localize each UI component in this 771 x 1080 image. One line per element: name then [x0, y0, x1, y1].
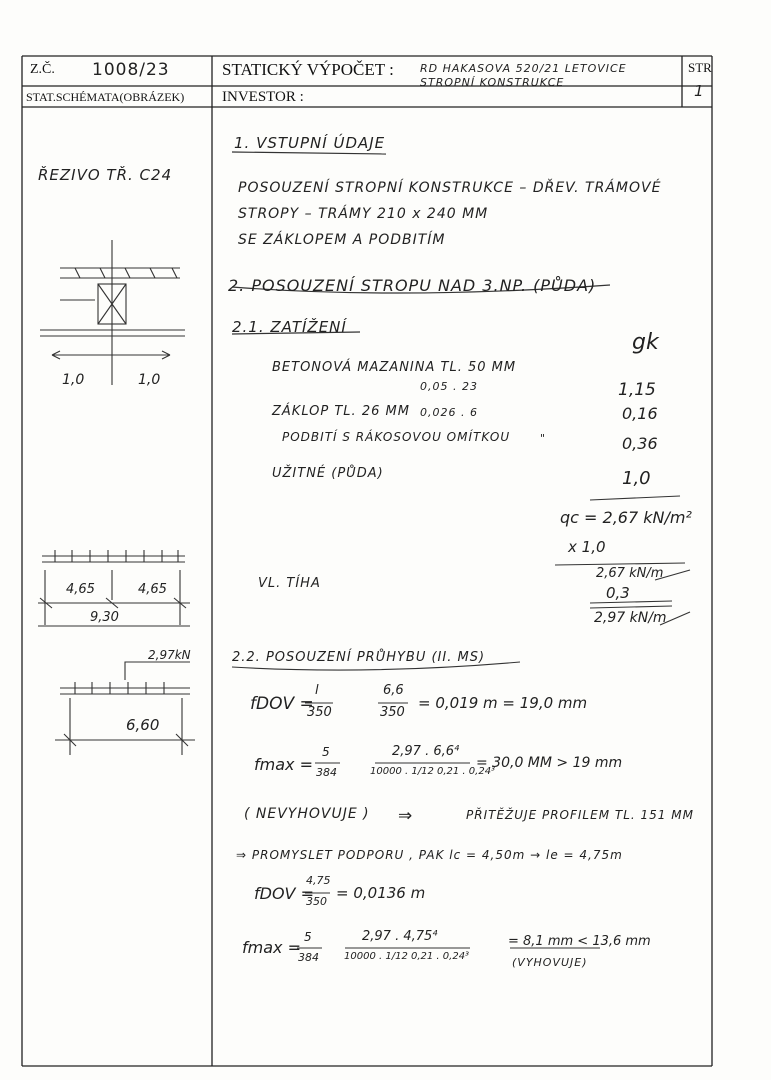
- dim-right: 1,0: [138, 372, 161, 388]
- support-note: ⇒ PROMYSLET PODPORU , PAK lc = 4,50m → le = 4,75m: [236, 848, 623, 862]
- load2-calc: 0,026 . 6: [420, 406, 478, 419]
- total-load: 2,97 kN/m: [594, 610, 667, 626]
- f2-numerator: 2,97 . 6,6⁴: [392, 744, 460, 759]
- load3-value: 0,36: [622, 434, 658, 453]
- span-a: 4,65: [66, 582, 95, 597]
- schemata-label: STAT.SCHÉMATA(OBRÁZEK): [26, 90, 185, 104]
- f1-frac1-den: 350: [307, 705, 332, 720]
- load3-calc: ": [540, 432, 547, 445]
- f2-denominator: 10000 . 1/12 0,21 . 0,24³: [370, 766, 496, 777]
- self-weight-value: 0,3: [606, 584, 630, 602]
- not-satisfied: ( NEVYHOVUJE ): [244, 806, 370, 822]
- load1-value: 1,15: [618, 380, 656, 400]
- f2-result: = 30,0 MM > 19 mm: [476, 755, 623, 771]
- f2-coef-num: 5: [322, 745, 330, 759]
- stat-value-line2: STROPNÍ KONSTRUKCE: [420, 76, 565, 89]
- f4-result: = 8,1 mm < 13,6 mm: [508, 934, 651, 949]
- profile-note: PŘITĚŽUJE PROFILEM TL. 151 MM: [466, 808, 694, 822]
- span-b: 4,65: [138, 582, 167, 597]
- f3-lhs: fDOV =: [254, 884, 314, 903]
- f4-coef-den: 384: [298, 951, 319, 964]
- beam-section-sketch: [40, 240, 185, 385]
- section21-title: 2.1. ZATÍŽENÍ: [232, 318, 347, 336]
- sum-value: 2,67 kN/m: [596, 566, 664, 581]
- section1-title: 1. VSTUPNÍ ÚDAJE: [234, 134, 386, 152]
- self-weight-label: VL. TÍHA: [258, 576, 321, 591]
- load2-value: 0,16: [622, 404, 658, 423]
- f2-lhs: fmax =: [254, 755, 313, 774]
- f4-lhs: fmax =: [242, 938, 301, 957]
- section1-line2: STROPY – TRÁMY 210 x 240 MM: [238, 206, 489, 222]
- span-single: 6,60: [126, 716, 160, 734]
- load-value: 2,97kN: [148, 648, 191, 662]
- simple-beam-sketch: [55, 662, 195, 755]
- qc-value: qc = 2,67 kN/m²: [560, 508, 692, 527]
- implies-arrow: ⇒: [398, 806, 413, 826]
- span-total: 9,30: [90, 610, 119, 625]
- zc-number: 1008/23: [92, 60, 170, 80]
- load3-label: PODBITÍ S RÁKOSOVOU OMÍTKOU: [282, 430, 511, 444]
- str-label: STR: [688, 60, 712, 75]
- load4-value: 1,0: [622, 468, 651, 489]
- f3-numerator: 4,75: [306, 874, 331, 887]
- investor-label: INVESTOR :: [222, 89, 304, 105]
- stat-label: STATICKÝ VÝPOČET :: [222, 60, 394, 79]
- f1-frac2-den: 350: [380, 705, 405, 720]
- zc-label: Z.Č.: [30, 62, 55, 77]
- f4-coef-num: 5: [304, 930, 312, 944]
- load1-label: BETONOVÁ MAZANINA TL. 50 MM: [272, 360, 517, 375]
- stat-value-line1: RD HAKASOVA 520/21 LETOVICE: [420, 62, 627, 75]
- f3-denominator: 350: [306, 895, 327, 908]
- multiplier: x 1,0: [568, 538, 606, 556]
- load1-calc: 0,05 . 23: [420, 380, 478, 393]
- col-head-gk: gk: [632, 330, 659, 355]
- f4-denominator: 10000 . 1/12 0,21 . 0,24³: [344, 951, 470, 962]
- f4-numerator: 2,97 . 4,75⁴: [362, 929, 438, 944]
- section1-line3: SE ZÁKLOPEM A PODBITÍM: [238, 232, 446, 248]
- str-number: 1: [694, 82, 705, 100]
- section1-line1: POSOUZENÍ STROPNÍ KONSTRUKCE – DŘEV. TRÁMOVÉ: [238, 180, 662, 196]
- load2-label: ZÁKLOP TL. 26 MM: [272, 404, 410, 419]
- dim-left: 1,0: [62, 372, 85, 388]
- f1-frac2-num: 6,6: [383, 683, 404, 698]
- f1-frac1-num: l: [315, 683, 319, 698]
- satisfied: (VYHOVUJE): [512, 956, 588, 969]
- f3-result: = 0,0136 m: [336, 884, 426, 902]
- section22-title: 2.2. POSOUZENÍ PRŮHYBU (II. MS): [232, 650, 486, 665]
- material-label: ŘEZIVO TŘ. C24: [38, 166, 173, 184]
- load4-label: UŽITNÉ (PŮDA): [272, 466, 384, 481]
- f2-coef-den: 384: [316, 766, 337, 779]
- section2-title: 2. POSOUZENÍ STROPU NAD 3.NP. (PŮDA): [228, 276, 597, 295]
- f1-lhs: fDOV =: [250, 694, 314, 714]
- f1-result: = 0,019 m = 19,0 mm: [418, 694, 588, 712]
